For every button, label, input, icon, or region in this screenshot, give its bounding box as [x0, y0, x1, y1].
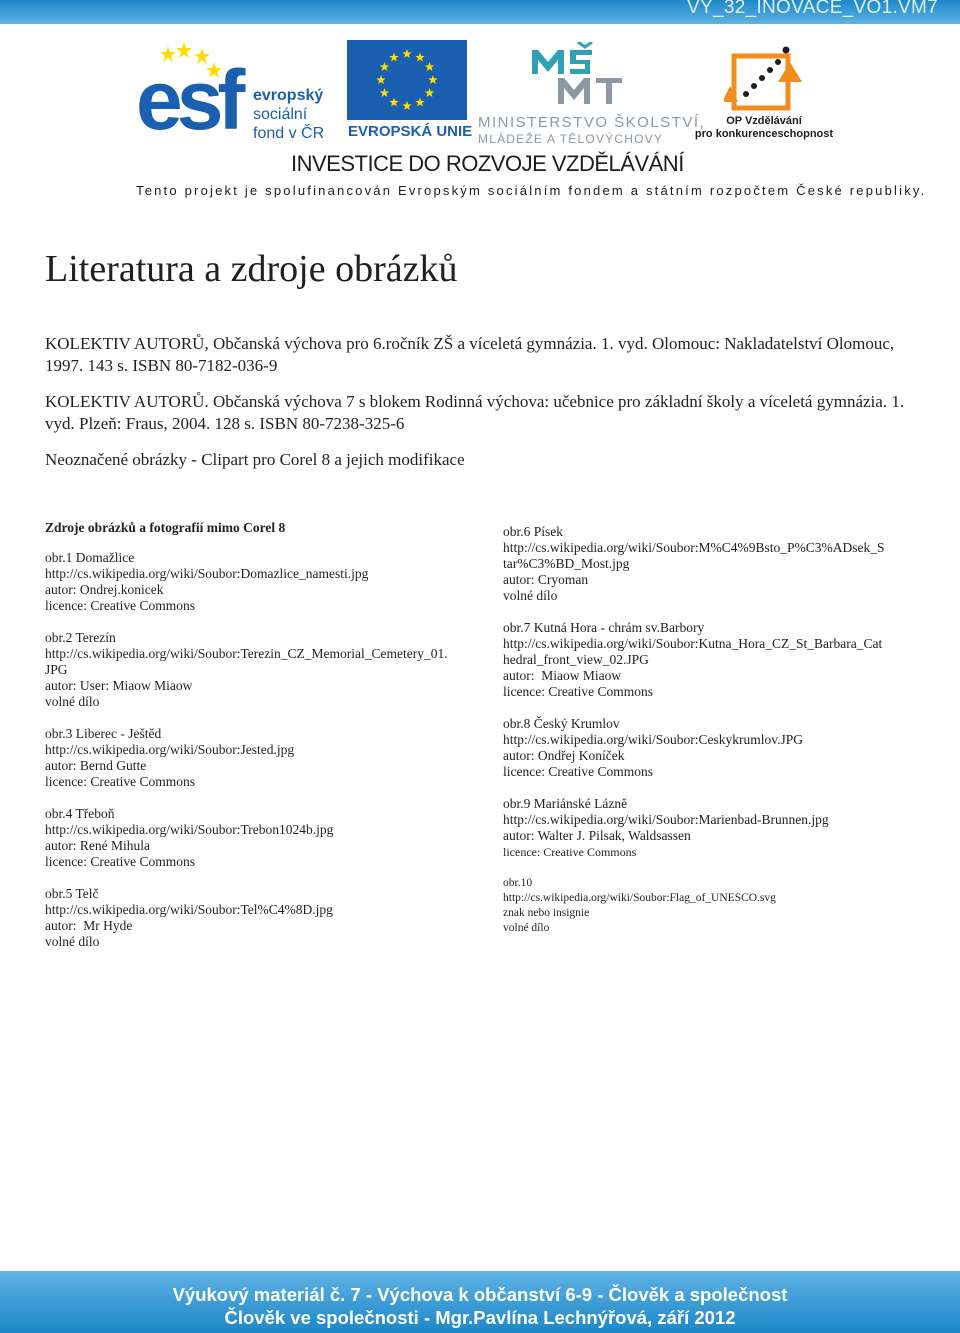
source-line: http://cs.wikipedia.org/wiki/Soubor:Tel%C4%8D.jpg [45, 902, 333, 917]
source-line: autor: Miaow Miaow [503, 668, 622, 683]
source-line: autor: Mr Hyde [45, 918, 133, 933]
source-line: autor: Ondrej.konicek [45, 582, 164, 597]
source-line: obr.10 [503, 877, 533, 889]
literature-list [45, 333, 925, 485]
source-entry [45, 630, 485, 710]
literature-item: KOLEKTIV AUTORŮ. Občanská výchova 7 s blokem Rodinná výchova: učebnice pro základní školy a víceletá gymnázia. 1. vyd. Plzeň: Fraus, 2004. 128 s. ISBN 80-7238-325-6 [45, 392, 905, 433]
msmt-text [478, 114, 705, 146]
source-line: autor: Walter J. Pilsak, Waldsassen [503, 828, 691, 843]
esf-line: evropský [253, 87, 324, 104]
op-line: pro konkurenceschopnost [694, 128, 834, 140]
source-line: http://cs.wikipedia.org/wiki/Soubor:M%C4%9Bsto_P%C3%ADsek_S [503, 540, 885, 555]
esf-line: sociální [253, 106, 308, 123]
msmt-logo [478, 42, 706, 146]
source-line: licence: Creative Commons [503, 764, 653, 779]
source-line: http://cs.wikipedia.org/wiki/Soubor:Terezin_CZ_Memorial_Cemetery_01. [45, 646, 448, 661]
esf-text [253, 86, 324, 143]
source-line: obr.5 Telč [45, 886, 99, 901]
source-line: http://cs.wikipedia.org/wiki/Soubor:Domazlice_namesti.jpg [45, 566, 369, 581]
source-line: licence: Creative Commons [503, 684, 653, 699]
source-line: volné dílo [45, 694, 100, 709]
sources-right-column [503, 524, 923, 952]
source-line: licence: Creative Commons [45, 774, 195, 789]
source-entry [503, 876, 923, 936]
eu-flag-icon [347, 40, 467, 120]
esf-line: fond v ČR [253, 125, 325, 142]
source-line: obr.2 Terezín [45, 630, 116, 645]
source-line: obr.7 Kutná Hora - chrám sv.Barbory [503, 620, 705, 635]
source-entry [45, 550, 485, 614]
literature-item: KOLEKTIV AUTORŮ, Občanská výchova pro 6.ročník ZŠ a víceletá gymnázia. 1. vyd. Olomouc: Nakladatelství Olomouc, 1997. 143 s. ISBN 80-7182-036-9 [45, 334, 895, 375]
source-line: obr.6 Písek [503, 524, 564, 539]
esf-logo [136, 42, 346, 147]
op-text [694, 115, 834, 141]
eu-text: EVROPSKÁ UNIE [348, 123, 473, 140]
footer-line: Výukový materiál č. 7 - Výchova k občanství 6-9 - Člověk a společnost [172, 1284, 788, 1305]
eu-logo [347, 40, 473, 142]
msmt-line: MINISTERSTVO ŠKOLSTVÍ, [478, 114, 706, 131]
source-line: http://cs.wikipedia.org/wiki/Soubor:Ceskykrumlov.JPG [503, 732, 803, 747]
source-line: http://cs.wikipedia.org/wiki/Soubor:Kutna_Hora_CZ_St_Barbara_Cat [503, 636, 883, 651]
source-line: obr.4 Třeboň [45, 806, 115, 821]
source-entry [503, 716, 923, 780]
source-line: http://cs.wikipedia.org/wiki/Soubor:Jested.jpg [45, 742, 295, 757]
source-line: volné dílo [45, 934, 100, 949]
source-line: licence: Creative Commons [503, 845, 637, 859]
source-line: http://cs.wikipedia.org/wiki/Soubor:Marienbad-Brunnen.jpg [503, 812, 829, 827]
source-line: http://cs.wikipedia.org/wiki/Soubor:Flag_of_UNESCO.svg [503, 892, 776, 904]
footer-line: Člověk ve společnosti - Mgr.Pavlína Lechnýřová, září 2012 [224, 1307, 736, 1328]
sources-left-column [45, 520, 485, 966]
msmt-mark-icon [530, 42, 640, 108]
source-entry [503, 796, 923, 860]
source-line: autor: Ondřej Koníček [503, 748, 625, 763]
sources-heading: Zdroje obrázků a fotografií mimo Corel 8 [45, 520, 286, 535]
source-line: znak nebo insignie [503, 907, 590, 919]
source-line: JPG [45, 662, 68, 677]
source-line: hedral_front_view_02.JPG [503, 652, 649, 667]
source-line: obr.1 Domažlice [45, 550, 135, 565]
op-logo [694, 42, 834, 142]
project-funding-note: Tento projekt je spolufinancován Evropským sociálním fondem a státním rozpočtem České republiky. [136, 183, 927, 198]
source-line: tar%C3%BD_Most.jpg [503, 556, 630, 571]
source-line: obr.8 Český Krumlov [503, 716, 620, 731]
esf-wordmark: esf [136, 53, 240, 147]
investice-heading: INVESTICE DO ROZVOJE VZDĚLÁVÁNÍ [291, 151, 684, 176]
literature-item: Neoznačené obrázky - Clipart pro Corel 8 a jejich modifikace [45, 450, 465, 469]
msmt-line: MLÁDEŽE A TĚLOVÝCHOVY [478, 132, 664, 146]
source-entry [45, 886, 485, 950]
source-line: obr.3 Liberec - Ještěd [45, 726, 162, 741]
op-line: OP Vzdělávání [726, 115, 802, 127]
source-line: http://cs.wikipedia.org/wiki/Soubor:Trebon1024b.jpg [45, 822, 334, 837]
source-line: licence: Creative Commons [45, 854, 195, 869]
source-line: obr.9 Mariánské Lázně [503, 796, 628, 811]
source-entry [503, 620, 923, 700]
source-line: volné dílo [503, 588, 558, 603]
top-banner [0, 0, 960, 24]
source-entry [503, 524, 923, 604]
source-line: autor: Cryoman [503, 572, 589, 587]
source-line: autor: René Mihula [45, 838, 150, 853]
source-entry [45, 726, 485, 790]
source-entry [45, 806, 485, 870]
page-title: Literatura a zdroje obrázků [45, 248, 458, 290]
source-line: autor: User: Miaow Miaow [45, 678, 193, 693]
footer-banner [0, 1271, 960, 1333]
source-line: licence: Creative Commons [45, 598, 195, 613]
op-mark-icon [724, 42, 804, 114]
source-line: autor: Bernd Gutte [45, 758, 147, 773]
source-line: volné dílo [503, 922, 550, 934]
document-code: VY_32_INOVACE_VO1.VM7 [687, 0, 938, 18]
